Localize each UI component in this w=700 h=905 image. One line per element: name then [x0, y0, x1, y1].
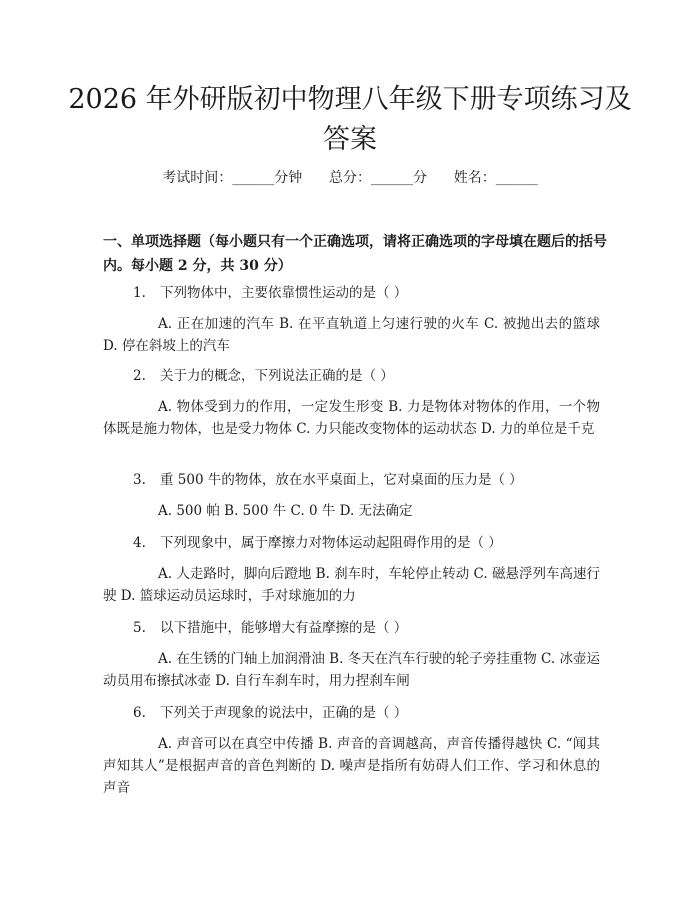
question-number: 3.	[133, 472, 146, 488]
question-options: A. 物体受到力的作用，一定发生形变 B. 力是物体对物体的作用，一个物体既是施力物体，也是受力物体 C. 力只能改变物体的运动状态 D. 力的单位是千克	[103, 399, 600, 437]
question-number: 5.	[133, 620, 146, 636]
question-stem	[133, 533, 613, 553]
exam-info-line: 考试时间：______分钟 总分：______分 姓名：______	[162, 170, 538, 186]
question-options: A. 声音可以在真空中传播 B. 声音的音调越高，声音传播得越快 C. “闻其声知其人”是根据声音的音色判断的 D. 噪声是指所有妨碍人们工作、学习和休息的声音	[103, 736, 600, 796]
question-text: 下列物体中，主要依靠惯性运动的是（ ）	[160, 285, 408, 301]
question-stem	[133, 618, 613, 638]
question-options: A. 正在加速的汽车 B. 在平直轨道上匀速行驶的火车 C. 被抛出去的篮球 D. 停在斜坡上的汽车	[103, 316, 600, 354]
question-options: A. 500 帕 B. 500 牛 C. 0 牛 D. 无法确定	[158, 503, 413, 519]
question-stem	[133, 366, 613, 386]
document-title: 2026 年外研版初中物理八年级下册专项练习及答案	[68, 84, 632, 155]
question-text: 重 500 牛的物体，放在水平桌面上，它对桌面的压力是（ ）	[160, 472, 523, 488]
question-text: 关于力的概念，下列说法正确的是（ ）	[160, 368, 394, 384]
question-number: 1.	[133, 285, 146, 301]
question-text: 下列关于声现象的说法中，正确的是（ ）	[160, 705, 408, 721]
question-stem	[133, 470, 613, 490]
section-heading: 一、单项选择题（每小题只有一个正确选项，请将正确选项的字母填在题后的括号内。每小题 2 分，共 30 分）	[103, 234, 607, 274]
question-number: 2.	[133, 368, 146, 384]
question-options: A. 在生锈的门轴上加润滑油 B. 冬天在汽车行驶的轮子旁挂重物 C. 冰壶运动员用布擦拭冰壶 D. 自行车刹车时，用力捏刹车闸	[103, 651, 600, 689]
question-options: A. 人走路时，脚向后蹬地 B. 刹车时，车轮停止转动 C. 磁悬浮列车高速行驶 D. 篮球运动员运球时，手对球施加的力	[103, 566, 600, 604]
question-stem	[133, 283, 613, 303]
question-text: 下列现象中，属于摩擦力对物体运动起阻碍作用的是（ ）	[160, 535, 502, 551]
question-number: 4.	[133, 535, 146, 551]
question-stem	[133, 703, 613, 723]
question-text: 以下措施中，能够增大有益摩擦的是（ ）	[160, 620, 408, 636]
question-number: 6.	[133, 705, 146, 721]
